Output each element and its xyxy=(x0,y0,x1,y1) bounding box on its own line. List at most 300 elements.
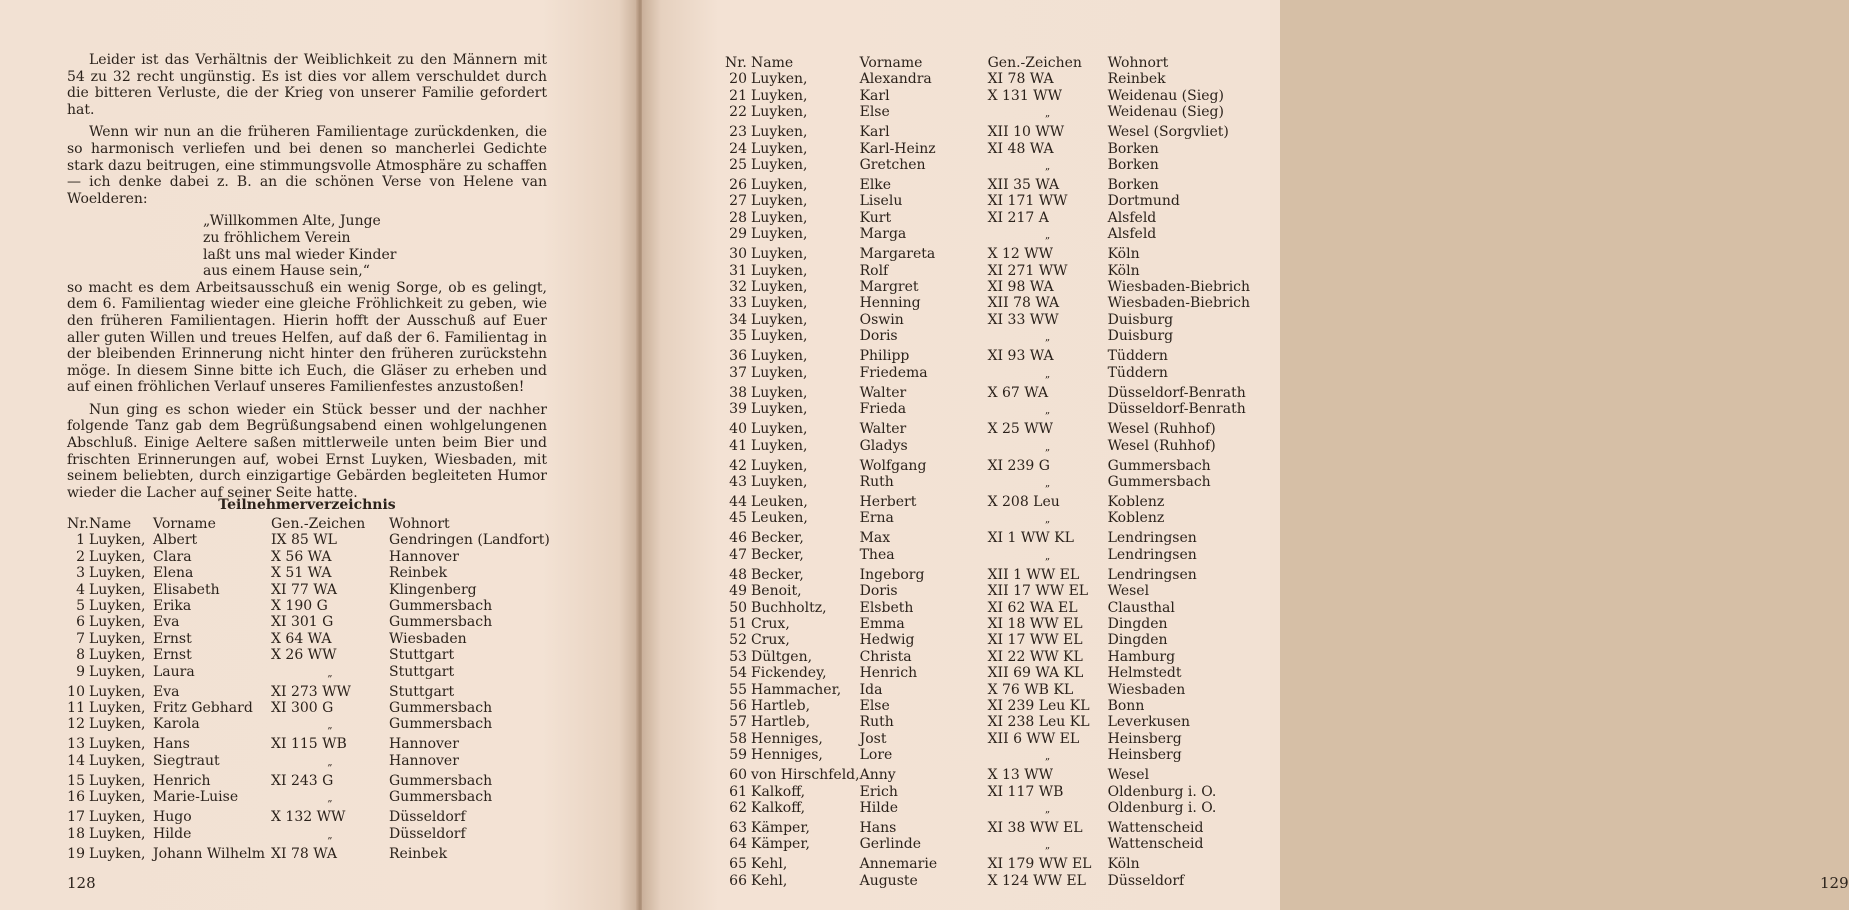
cell-wohnort: Tüddern xyxy=(1107,348,1168,365)
cell-gen: XII 17 WW EL xyxy=(987,583,1089,600)
cell-nr: 38 xyxy=(729,384,747,401)
cell-name: Becker, xyxy=(751,566,804,583)
cell-gen: XI 271 WW xyxy=(987,262,1068,279)
cell-wohnort: Gummersbach xyxy=(389,789,493,806)
col-vorname: Vorname xyxy=(153,516,216,532)
cell-nr: 47 xyxy=(729,546,747,563)
table-row xyxy=(725,583,1268,599)
cell-gen: XI 171 WW xyxy=(987,193,1068,210)
cell-name: Luyken, xyxy=(89,598,146,615)
verse-line-3: laßt uns mal wieder Kinder xyxy=(203,246,397,263)
cell-gen: XI 239 G xyxy=(987,457,1050,474)
cell-nr: 37 xyxy=(729,364,747,381)
cell-vorname: Margareta xyxy=(859,246,936,263)
cell-gen: X 51 WA xyxy=(271,565,332,582)
cell-vorname: Philipp xyxy=(859,348,910,365)
table-row xyxy=(67,809,550,825)
cell-vorname: Kurt xyxy=(859,209,892,226)
cell-wohnort: Wesel (Sorgvliet) xyxy=(1107,124,1229,141)
cell-nr: 45 xyxy=(729,510,747,527)
table-row xyxy=(725,104,1268,124)
cell-gen: X 12 WW xyxy=(987,246,1054,263)
cell-gen: „ xyxy=(1045,405,1051,417)
cell-name: Luyken, xyxy=(89,630,146,647)
cell-vorname: Ruth xyxy=(859,473,894,490)
cell-gen: XII 78 WA xyxy=(987,295,1060,312)
table-row xyxy=(725,210,1268,226)
cell-name: Luyken, xyxy=(89,647,146,664)
cell-wohnort: Oldenburg i. O. xyxy=(1107,783,1217,800)
cell-vorname: Elena xyxy=(153,565,194,582)
cell-nr: 55 xyxy=(729,681,747,698)
cell-name: Luyken, xyxy=(751,279,808,296)
cell-nr: 65 xyxy=(729,856,747,873)
cell-vorname: Hugo xyxy=(153,809,192,826)
cell-name: von Hirschfeld, xyxy=(751,767,860,784)
cell-name: Kalkoff, xyxy=(751,783,806,800)
cell-vorname: Ingeborg xyxy=(859,566,925,583)
cell-wohnort: Hannover xyxy=(389,736,459,753)
col-wohnort: Wohnort xyxy=(1107,55,1169,71)
table-body-right xyxy=(725,71,1268,889)
cell-gen: X 131 WW xyxy=(987,87,1062,104)
cell-wohnort: Reinbek xyxy=(389,565,448,582)
cell-gen: X 26 WW xyxy=(271,647,337,664)
cell-name: Luyken, xyxy=(751,328,808,345)
cell-vorname: Christa xyxy=(859,648,912,665)
table-row xyxy=(67,532,550,548)
cell-name: Benoit, xyxy=(751,583,802,600)
cell-vorname: Ernst xyxy=(153,647,192,664)
cell-wohnort: Gummersbach xyxy=(389,716,493,733)
cell-gen: XI 301 G xyxy=(271,614,334,631)
cell-vorname: Rolf xyxy=(859,262,889,279)
cell-vorname: Eva xyxy=(153,683,180,700)
cell-name: Leuken, xyxy=(751,493,808,510)
cell-nr: 54 xyxy=(729,665,747,682)
col-nr: Nr. xyxy=(67,516,89,532)
verse-line-4: aus einem Hause sein,“ xyxy=(203,263,370,280)
col-wohnort: Wohnort xyxy=(389,516,450,532)
cell-vorname: Gerlinde xyxy=(859,836,921,853)
cell-wohnort: Hamburg xyxy=(1107,648,1176,665)
table-row xyxy=(725,767,1268,783)
cell-gen: XII 10 WW xyxy=(987,124,1065,141)
cell-gen: „ xyxy=(1045,514,1051,526)
cell-vorname: Hans xyxy=(859,820,897,836)
cell-nr: 33 xyxy=(729,295,747,312)
table-row xyxy=(725,312,1268,328)
cell-nr: 35 xyxy=(729,328,747,345)
cell-wohnort: Wesel xyxy=(1107,767,1150,784)
cell-nr: 1 xyxy=(76,532,85,549)
cell-vorname: Henrich xyxy=(153,772,211,789)
cell-vorname: Walter xyxy=(859,421,907,438)
cell-gen: XI 300 G xyxy=(271,700,334,717)
cell-nr: 12 xyxy=(67,716,85,733)
cell-nr: 7 xyxy=(76,630,85,647)
cell-wohnort: Borken xyxy=(1107,140,1159,157)
cell-vorname: Hilde xyxy=(859,800,899,816)
cell-wohnort: Stuttgart xyxy=(389,683,455,700)
cell-vorname: Elisabeth xyxy=(153,581,220,598)
cell-nr: 53 xyxy=(729,648,747,665)
cell-wohnort: Reinbek xyxy=(1107,71,1166,88)
cell-nr: 52 xyxy=(729,632,747,649)
cell-name: Buchholtz, xyxy=(751,599,827,616)
cell-name: Luyken, xyxy=(89,700,146,717)
cell-name: Luyken, xyxy=(751,421,808,438)
table-body-left xyxy=(67,532,550,862)
cell-nr: 61 xyxy=(729,783,747,800)
table-row xyxy=(725,747,1268,767)
table-row xyxy=(67,647,550,663)
cell-wohnort: Heinsberg xyxy=(1107,730,1182,747)
table-row xyxy=(67,631,550,647)
cell-vorname: Max xyxy=(859,530,891,547)
cell-gen: „ xyxy=(1045,804,1051,815)
cell-wohnort: Bonn xyxy=(1107,697,1145,714)
cell-vorname: Hans xyxy=(153,736,190,753)
cell-name: Crux, xyxy=(751,615,790,632)
cell-wohnort: Wiesbaden-Biebrich xyxy=(1107,295,1251,312)
cell-wohnort: Stuttgart xyxy=(389,647,455,664)
cell-gen: XI 243 G xyxy=(271,772,334,789)
table-row xyxy=(725,141,1268,157)
cell-wohnort: Alsfeld xyxy=(1107,209,1157,226)
table-row xyxy=(725,682,1268,698)
page-number-right: 129 xyxy=(1820,874,1849,892)
cell-gen: XI 77 WA xyxy=(271,581,338,598)
cell-nr: 63 xyxy=(729,820,747,836)
cell-name: Luyken, xyxy=(89,532,146,549)
table-row xyxy=(725,731,1268,747)
cell-wohnort: Dortmund xyxy=(1107,193,1180,210)
table-row xyxy=(725,226,1268,246)
cell-wohnort: Gummersbach xyxy=(1107,473,1211,490)
cell-wohnort: Lendringsen xyxy=(1107,546,1197,563)
cell-name: Luyken, xyxy=(751,295,808,312)
table-row xyxy=(725,632,1268,648)
cell-name: Kämper, xyxy=(751,820,810,836)
table-row xyxy=(725,600,1268,616)
cell-wohnort: Weidenau (Sieg) xyxy=(1107,104,1224,121)
cell-nr: 49 xyxy=(729,583,747,600)
table-row xyxy=(725,263,1268,279)
cell-gen: X 124 WW EL xyxy=(987,872,1086,889)
cell-nr: 13 xyxy=(67,736,85,753)
paragraph-3: so macht es dem Arbeitsausschuß ein wenig Sorge, ob es gelingt, dem 6. Familientag wieder eine gleiche Fröhlichkeit zu geben, wie den früheren Familientagen. Hierin hofft der Ausschuß auf Euer aller guten Willen und treues Helfen, auf daß der 6. Familientag in der bleibenden Erinnerung nicht hinter den früheren zurückstehn möge. In diesem Sinne bitte ich Euch, die Gläser zu erheben und auf einen fröhlichen Verlauf unseres Familienfestes anzustoßen! xyxy=(67,279,547,396)
cell-vorname: Ruth xyxy=(859,714,894,731)
cell-name: Luyken, xyxy=(751,87,808,104)
table-row xyxy=(725,88,1268,104)
cell-vorname: Elke xyxy=(859,177,892,194)
table-row xyxy=(725,401,1268,421)
cell-name: Luyken, xyxy=(751,209,808,226)
cell-gen: XI 217 A xyxy=(987,209,1049,226)
cell-gen: „ xyxy=(1045,477,1051,489)
cell-nr: 27 xyxy=(729,193,747,210)
cell-gen: IX 85 WL xyxy=(271,532,337,549)
table-row xyxy=(67,700,550,716)
cell-wohnort: Oldenburg i. O. xyxy=(1107,800,1217,816)
cell-nr: 40 xyxy=(729,421,747,438)
cell-vorname: Laura xyxy=(153,663,195,680)
paragraph-1: Leider ist das Verhältnis der Weiblichkeit zu den Männern mit 54 zu 32 recht ungünstig. Es ist dies vor allem verschuldet durch die bitteren Verluste, die der Krieg von unserer Familie gefordert hat. xyxy=(67,52,547,118)
cell-wohnort: Wesel (Ruhhof) xyxy=(1107,437,1216,454)
cell-vorname: Margret xyxy=(859,279,919,296)
cell-wohnort: Düsseldorf-Benrath xyxy=(1107,384,1246,401)
cell-wohnort: Koblenz xyxy=(1107,493,1165,510)
participant-table-right xyxy=(725,55,1268,889)
verse-line-1: „Willkommen Alte, Junge xyxy=(203,213,381,230)
cell-nr: 17 xyxy=(67,809,85,826)
cell-nr: 11 xyxy=(67,700,85,717)
col-vorname: Vorname xyxy=(859,55,923,71)
cell-name: Luyken, xyxy=(89,565,146,582)
cell-name: Luyken, xyxy=(751,226,808,243)
cell-vorname: Fritz Gebhard xyxy=(153,700,253,717)
cell-name: Luyken, xyxy=(751,177,808,194)
table-row xyxy=(725,800,1268,820)
cell-wohnort: Düsseldorf xyxy=(1107,872,1185,889)
col-gen: Gen.-Zeichen xyxy=(987,55,1082,71)
cell-gen: „ xyxy=(1045,108,1051,120)
cell-nr: 21 xyxy=(729,87,747,104)
cell-wohnort: Gummersbach xyxy=(389,598,493,615)
cell-nr: 16 xyxy=(67,789,85,806)
cell-gen: „ xyxy=(327,793,333,805)
cell-gen: X 132 WW xyxy=(271,809,346,826)
cell-vorname: Clara xyxy=(153,548,192,565)
cell-gen: X 190 G xyxy=(271,598,328,615)
cell-gen: „ xyxy=(1045,161,1051,173)
cell-wohnort: Dingden xyxy=(1107,632,1168,649)
table-row xyxy=(67,582,550,598)
table-row xyxy=(67,598,550,614)
cell-nr: 15 xyxy=(67,772,85,789)
cell-gen: XI 239 Leu KL xyxy=(987,697,1090,714)
cell-nr: 60 xyxy=(729,767,747,784)
cell-gen: XII 1 WW EL xyxy=(987,566,1080,583)
cell-gen: XI 38 WW EL xyxy=(987,820,1083,836)
cell-name: Hartleb, xyxy=(751,697,811,714)
cell-gen: XI 117 WB xyxy=(987,783,1064,800)
cell-wohnort: Lendringsen xyxy=(1107,566,1197,583)
cell-vorname: Ernst xyxy=(153,630,192,647)
table-header xyxy=(67,516,550,532)
cell-nr: 14 xyxy=(67,752,85,769)
cell-nr: 39 xyxy=(729,401,747,418)
right-page xyxy=(642,0,1849,910)
cell-name: Luyken, xyxy=(89,716,146,733)
cell-wohnort: Borken xyxy=(1107,157,1159,174)
cell-name: Luyken, xyxy=(89,809,146,826)
cell-name: Kehl, xyxy=(751,856,788,873)
cell-gen: XI 238 Leu KL xyxy=(987,714,1090,731)
cell-nr: 46 xyxy=(729,530,747,547)
table-row xyxy=(725,246,1268,262)
cell-vorname: Albert xyxy=(153,532,198,549)
cell-nr: 18 xyxy=(67,825,85,842)
cell-nr: 51 xyxy=(729,615,747,632)
cell-nr: 9 xyxy=(76,663,85,680)
table-row xyxy=(725,385,1268,401)
cell-gen: „ xyxy=(1045,550,1051,562)
prose-block xyxy=(67,52,547,507)
cell-wohnort: Düsseldorf xyxy=(389,809,466,826)
cell-nr: 4 xyxy=(76,581,85,598)
cell-vorname: Annemarie xyxy=(859,856,938,873)
cell-gen: XI 33 WW xyxy=(987,311,1059,328)
cell-wohnort: Gummersbach xyxy=(389,614,493,631)
table-row xyxy=(725,193,1268,209)
table-row xyxy=(725,177,1268,193)
table-row xyxy=(725,474,1268,494)
cell-gen: XI 18 WW EL xyxy=(987,615,1083,632)
cell-name: Luyken, xyxy=(89,548,146,565)
table-row xyxy=(725,494,1268,510)
cell-vorname: Else xyxy=(859,104,890,121)
cell-wohnort: Köln xyxy=(1107,246,1140,263)
cell-name: Luyken, xyxy=(751,193,808,210)
cell-wohnort: Wesel (Ruhhof) xyxy=(1107,421,1216,438)
cell-nr: 28 xyxy=(729,209,747,226)
cell-vorname: Marga xyxy=(859,226,907,243)
cell-nr: 42 xyxy=(729,457,747,474)
cell-nr: 22 xyxy=(729,104,747,121)
cell-name: Luyken, xyxy=(751,473,808,490)
cell-name: Luyken, xyxy=(89,789,146,806)
cell-nr: 41 xyxy=(729,437,747,454)
cell-name: Luyken, xyxy=(751,71,808,88)
cell-vorname: Elsbeth xyxy=(859,599,914,616)
table-row xyxy=(725,698,1268,714)
cell-vorname: Karl xyxy=(859,87,890,104)
cell-nr: 57 xyxy=(729,714,747,731)
col-gen: Gen.-Zeichen xyxy=(271,516,366,532)
cell-name: Hammacher, xyxy=(751,681,842,698)
table-row xyxy=(67,664,550,684)
cell-nr: 25 xyxy=(729,157,747,174)
cell-wohnort: Wiesbaden-Biebrich xyxy=(1107,279,1251,296)
cell-vorname: Else xyxy=(859,697,890,714)
cell-vorname: Doris xyxy=(859,328,898,345)
cell-wohnort: Stuttgart xyxy=(389,663,455,680)
cell-wohnort: Borken xyxy=(1107,177,1159,194)
col-name: Name xyxy=(751,55,794,71)
cell-wohnort: Heinsberg xyxy=(1107,747,1182,764)
paragraph-4: Nun ging es schon wieder ein Stück besser und der nachher folgende Tanz gab dem Begrüßungsabend einen wohlgelungenen Abschluß. Einige Aeltere saßen mittlerweile unten beim Bier und frischten Erinnerungen auf, wobei Ernst Luyken, Wiesbaden, mit seinem beliebten, durch einzigartige Gebärden begleiteten Humor wieder die Lacher auf seiner Seite hatte. xyxy=(67,401,547,501)
cell-name: Becker, xyxy=(751,546,804,563)
verse-line-2: zu fröhlichem Verein xyxy=(203,229,351,246)
cell-gen: „ xyxy=(1045,751,1051,763)
cell-wohnort: Alsfeld xyxy=(1107,226,1157,243)
cell-gen: X 56 WA xyxy=(271,548,332,565)
cell-name: Luyken, xyxy=(751,401,808,418)
cell-gen: XI 115 WB xyxy=(271,736,347,753)
cell-vorname: Jost xyxy=(859,730,887,747)
cell-nr: 23 xyxy=(729,124,747,141)
cell-wohnort: Koblenz xyxy=(1107,510,1165,527)
cell-name: Luyken, xyxy=(89,581,146,598)
cell-vorname: Johann Wilhelm xyxy=(153,845,266,862)
cell-name: Luyken, xyxy=(751,262,808,279)
cell-nr: 8 xyxy=(76,647,85,664)
cell-wohnort: Wattenscheid xyxy=(1107,820,1204,836)
cell-name: Luyken, xyxy=(89,772,146,789)
table-row xyxy=(725,665,1268,681)
table-row xyxy=(67,846,550,862)
cell-name: Luyken, xyxy=(89,663,146,680)
cell-vorname: Erna xyxy=(859,510,894,527)
cell-nr: 2 xyxy=(76,548,85,565)
cell-nr: 43 xyxy=(729,473,747,490)
cell-name: Luyken, xyxy=(751,124,808,141)
cell-wohnort: Düsseldorf-Benrath xyxy=(1107,401,1246,418)
cell-wohnort: Helmstedt xyxy=(1107,665,1182,682)
cell-gen: XI 78 WA xyxy=(987,71,1054,88)
cell-gen: „ xyxy=(1045,332,1051,344)
table-row xyxy=(725,547,1268,567)
cell-name: Hartleb, xyxy=(751,714,811,731)
table-row xyxy=(725,421,1268,437)
cell-name: Fickendey, xyxy=(751,665,827,682)
table-row xyxy=(67,684,550,700)
cell-wohnort: Düsseldorf xyxy=(389,825,466,842)
table-row xyxy=(67,549,550,565)
cell-gen: XI 62 WA EL xyxy=(987,599,1078,616)
cell-name: Luyken, xyxy=(751,457,808,474)
cell-vorname: Siegtraut xyxy=(153,752,220,769)
cell-nr: 26 xyxy=(729,177,747,194)
cell-nr: 56 xyxy=(729,697,747,714)
cell-gen: XII 6 WW EL xyxy=(987,730,1080,747)
table-row xyxy=(725,873,1268,889)
cell-name: Kehl, xyxy=(751,872,788,889)
cell-gen: XII 69 WA KL xyxy=(987,665,1084,682)
cell-vorname: Henrich xyxy=(859,665,918,682)
cell-vorname: Ida xyxy=(859,681,883,698)
verse xyxy=(203,213,547,279)
cell-name: Kämper, xyxy=(751,836,810,853)
cell-gen: XI 1 WW KL xyxy=(987,530,1074,547)
table-row xyxy=(725,714,1268,730)
cell-name: Luyken, xyxy=(751,364,808,381)
cell-wohnort: Hannover xyxy=(389,548,459,565)
cell-name: Henniges, xyxy=(751,747,823,764)
cell-vorname: Anny xyxy=(859,767,896,784)
cell-vorname: Henning xyxy=(859,295,921,312)
cell-wohnort: Reinbek xyxy=(389,845,448,862)
cell-wohnort: Duisburg xyxy=(1107,311,1174,328)
cell-wohnort: Köln xyxy=(1107,856,1140,873)
table-row xyxy=(725,820,1268,836)
page-number-left: 128 xyxy=(67,874,96,892)
cell-name: Luyken, xyxy=(751,140,808,157)
cell-wohnort: Clausthal xyxy=(1107,599,1175,616)
cell-nr: 36 xyxy=(729,348,747,365)
cell-wohnort: Duisburg xyxy=(1107,328,1174,345)
cell-name: Becker, xyxy=(751,530,804,547)
cell-gen: XI 98 WA xyxy=(987,279,1054,296)
cell-nr: 59 xyxy=(729,747,747,764)
left-page xyxy=(0,0,638,910)
cell-wohnort: Gummersbach xyxy=(389,700,493,717)
cell-wohnort: Wiesbaden xyxy=(389,630,467,647)
cell-nr: 24 xyxy=(729,140,747,157)
paragraph-2: Wenn wir nun an die früheren Familientage zurückdenken, die so harmonisch verliefen und bei denen so mancherlei Gedichte stark dazu beitrugen, eine stimmungsvolle Atmosphäre zu schaffen — ich denke dabei z. B. an die schönen Verse von Helene van Woelderen: xyxy=(67,124,547,207)
